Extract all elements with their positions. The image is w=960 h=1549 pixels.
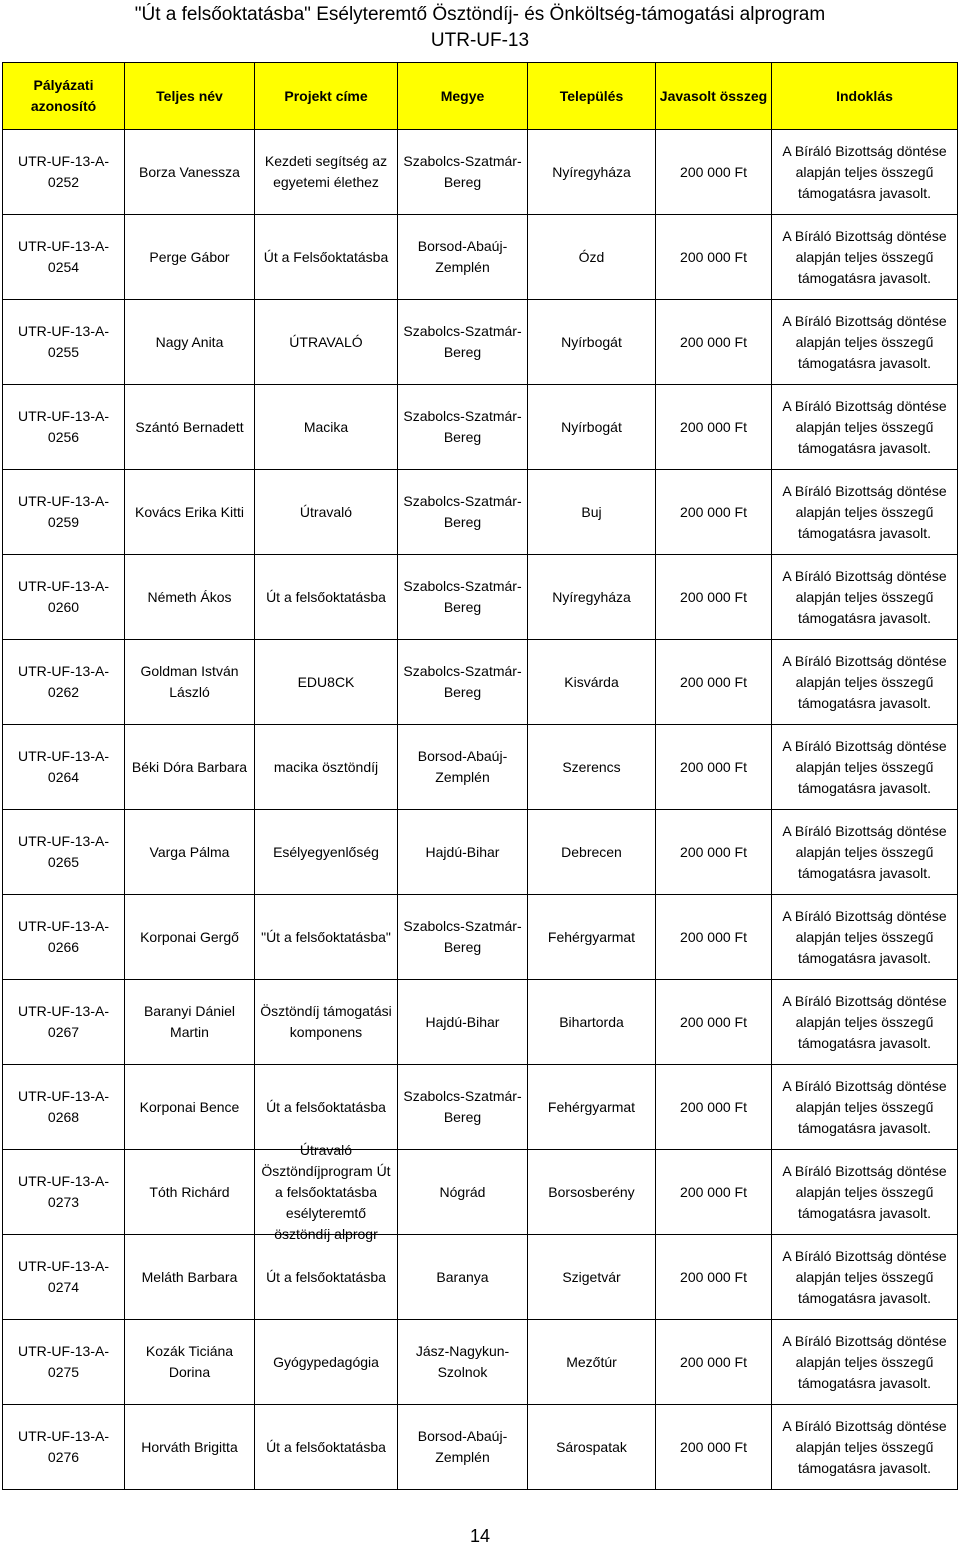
table-row (3, 810, 958, 895)
project-cell-text: Gyógypedagógia (273, 1353, 379, 1370)
county-cell (398, 1235, 528, 1320)
project-cell (255, 385, 398, 470)
name-cell (125, 1320, 255, 1405)
amount-cell (656, 895, 772, 980)
county-cell (398, 470, 528, 555)
amount-cell (656, 215, 772, 300)
county-cell-text: Szabolcs-Szatmár-Bereg (403, 408, 522, 445)
town-cell (528, 1405, 656, 1490)
id-cell-text: UTR-UF-13-A-0255 (18, 323, 109, 360)
county-cell (398, 1320, 528, 1405)
id-cell-text: UTR-UF-13-A-0275 (18, 1343, 109, 1380)
project-cell-text: Út a felsőoktatásba (266, 1268, 386, 1285)
id-cell-text: UTR-UF-13-A-0266 (18, 918, 109, 955)
id-cell-text: UTR-UF-13-A-0254 (18, 238, 109, 275)
county-cell (398, 1405, 528, 1490)
county-cell (398, 810, 528, 895)
name-cell-text: Korponai Bence (139, 1098, 240, 1115)
reason-cell-text: A Bíráló Bizottság döntése alapján teljes összegű támogatásra javasolt. (782, 652, 947, 711)
town-cell (528, 1150, 656, 1235)
amount-cell (656, 810, 772, 895)
town-cell (528, 1235, 656, 1320)
project-cell-text: Kezdeti segítség az egyetemi élethez (264, 153, 388, 190)
county-cell-text: Borsod-Abaúj-Zemplén (417, 1428, 508, 1465)
town-cell (528, 810, 656, 895)
project-cell (255, 1141, 398, 1242)
table-row (3, 1065, 958, 1150)
town-cell (528, 725, 656, 810)
reason-cell (772, 1065, 958, 1150)
town-cell-text: Buj (581, 503, 602, 520)
project-cell-text: Út a Felsőoktatásba (263, 248, 389, 265)
reason-cell-text: A Bíráló Bizottság döntése alapján teljes összegű támogatásra javasolt. (782, 1417, 947, 1476)
header-cell-name: Teljes név (125, 63, 255, 130)
amount-cell-text: 200 000 Ft (680, 333, 747, 350)
table-body (3, 130, 958, 1490)
project-cell (255, 725, 398, 810)
reason-cell (772, 300, 958, 385)
project-cell (255, 130, 398, 215)
page-title-line1: "Út a felsőoktatásba" Esélyteremtő Ösztöndíj- és Önköltség-támogatási alprogram (134, 4, 826, 25)
project-cell (255, 215, 398, 300)
name-cell (125, 1150, 255, 1235)
amount-cell-text: 200 000 Ft (680, 1013, 747, 1030)
reason-cell-text: A Bíráló Bizottság döntése alapján teljes összegű támogatásra javasolt. (782, 1247, 947, 1306)
town-cell-text: Kisvárda (564, 673, 619, 690)
county-cell (398, 555, 528, 640)
table-row (3, 385, 958, 470)
name-cell (125, 895, 255, 980)
project-cell-text: "Út a felsőoktatásba" (261, 928, 391, 945)
project-cell-text: EDU8CK (297, 673, 355, 690)
reason-cell (772, 640, 958, 725)
project-cell-text: Esélyegyenlőség (273, 843, 379, 860)
town-cell-text: Nyíregyháza (552, 588, 631, 605)
project-cell (255, 640, 398, 725)
name-cell-text: Nagy Anita (155, 333, 224, 350)
header-cell-reason: Indoklás (772, 63, 958, 130)
table-row (3, 1150, 958, 1235)
name-cell-text: Meláth Barbara (141, 1268, 238, 1285)
town-cell (528, 300, 656, 385)
county-cell-text: Szabolcs-Szatmár-Bereg (403, 323, 522, 360)
amount-cell-text: 200 000 Ft (680, 758, 747, 775)
county-cell-text: Hajdú-Bihar (425, 1013, 500, 1030)
town-cell-text: Nyírbogát (561, 333, 622, 350)
header-cell-town: Település (528, 63, 656, 130)
amount-cell-text: 200 000 Ft (680, 1268, 747, 1285)
town-cell-text: Nyíregyháza (552, 163, 631, 180)
project-cell (255, 980, 398, 1065)
county-cell-text: Szabolcs-Szatmár-Bereg (403, 578, 522, 615)
county-cell (398, 1150, 528, 1235)
town-cell-text: Szigetvár (562, 1268, 621, 1285)
reason-cell-text: A Bíráló Bizottság döntése alapján teljes összegű támogatásra javasolt. (782, 567, 947, 626)
id-cell (3, 1150, 125, 1235)
name-cell-text: Varga Pálma (149, 843, 230, 860)
table-row (3, 1320, 958, 1405)
id-cell-text: UTR-UF-13-A-0274 (18, 1258, 109, 1295)
project-cell-text: ÚTRAVALÓ (289, 333, 363, 350)
county-cell (398, 215, 528, 300)
project-cell (255, 1320, 398, 1405)
page-title (0, 2, 960, 54)
id-cell (3, 555, 125, 640)
id-cell (3, 725, 125, 810)
id-cell (3, 980, 125, 1065)
amount-cell-text: 200 000 Ft (680, 843, 747, 860)
reason-cell (772, 1405, 958, 1490)
id-cell (3, 895, 125, 980)
town-cell (528, 1065, 656, 1150)
table-row (3, 895, 958, 980)
table-row (3, 130, 958, 215)
county-cell (398, 130, 528, 215)
amount-cell (656, 1150, 772, 1235)
amount-cell-text: 200 000 Ft (680, 163, 747, 180)
name-cell (125, 1065, 255, 1150)
id-cell-text: UTR-UF-13-A-0273 (18, 1173, 109, 1210)
amount-cell-text: 200 000 Ft (680, 1098, 747, 1115)
name-cell-text: Tóth Richárd (149, 1183, 230, 1200)
town-cell (528, 895, 656, 980)
county-cell (398, 1065, 528, 1150)
project-cell-text: Ösztöndíj támogatási komponens (260, 1003, 392, 1040)
town-cell (528, 385, 656, 470)
reason-cell (772, 385, 958, 470)
town-cell (528, 555, 656, 640)
county-cell-text: Borsod-Abaúj-Zemplén (417, 748, 508, 785)
amount-cell-text: 200 000 Ft (680, 1183, 747, 1200)
project-cell (255, 810, 398, 895)
name-cell-text: Borza Vanessza (139, 163, 240, 180)
reason-cell (772, 1320, 958, 1405)
header-cell-county: Megye (398, 63, 528, 130)
reason-cell-text: A Bíráló Bizottság döntése alapján teljes összegű támogatásra javasolt. (782, 1077, 947, 1136)
name-cell-text: Kozák Ticiána Dorina (145, 1343, 234, 1380)
reason-cell (772, 215, 958, 300)
county-cell-text: Borsod-Abaúj-Zemplén (417, 238, 508, 275)
amount-cell (656, 130, 772, 215)
amount-cell (656, 980, 772, 1065)
amount-cell (656, 1320, 772, 1405)
table-row (3, 470, 958, 555)
county-cell (398, 640, 528, 725)
reason-cell (772, 555, 958, 640)
id-cell-text: UTR-UF-13-A-0268 (18, 1088, 109, 1125)
amount-cell-text: 200 000 Ft (680, 673, 747, 690)
amount-cell-text: 200 000 Ft (680, 588, 747, 605)
header-cell-project: Projekt címe (255, 63, 398, 130)
table-header-row (3, 63, 958, 130)
project-cell-text: Útravaló (299, 503, 353, 520)
page-number: 14 (469, 1526, 491, 1546)
amount-cell (656, 1235, 772, 1320)
id-cell (3, 1320, 125, 1405)
county-cell (398, 895, 528, 980)
id-cell-text: UTR-UF-13-A-0276 (18, 1428, 109, 1465)
reason-cell-text: A Bíráló Bizottság döntése alapján teljes összegű támogatásra javasolt. (782, 142, 947, 201)
name-cell-text: Baranyi Dániel Martin (143, 1003, 236, 1040)
county-cell (398, 725, 528, 810)
reason-cell-text: A Bíráló Bizottság döntése alapján teljes összegű támogatásra javasolt. (782, 227, 947, 286)
name-cell (125, 555, 255, 640)
amount-cell-text: 200 000 Ft (680, 1353, 747, 1370)
id-cell (3, 1235, 125, 1320)
table-row (3, 1405, 958, 1490)
project-cell (255, 470, 398, 555)
amount-cell-text: 200 000 Ft (680, 248, 747, 265)
header-cell-amount: Javasolt összeg (656, 63, 772, 130)
header-cell-id: Pályázati azonosító (3, 63, 125, 130)
project-cell-text: Út a felsőoktatásba (266, 1438, 386, 1455)
county-cell-text: Szabolcs-Szatmár-Bereg (403, 153, 522, 190)
project-cell (255, 300, 398, 385)
id-cell-text: UTR-UF-13-A-0259 (18, 493, 109, 530)
project-cell (255, 895, 398, 980)
amount-cell (656, 1405, 772, 1490)
amount-cell (656, 725, 772, 810)
county-cell-text: Szabolcs-Szatmár-Bereg (403, 918, 522, 955)
id-cell-text: UTR-UF-13-A-0256 (18, 408, 109, 445)
town-cell-text: Mezőtúr (566, 1353, 617, 1370)
page-title-line2: UTR-UF-13 (430, 30, 530, 51)
table-row (3, 215, 958, 300)
name-cell (125, 385, 255, 470)
town-cell-text: Debrecen (561, 843, 622, 860)
reason-cell-text: A Bíráló Bizottság döntése alapján teljes összegű támogatásra javasolt. (782, 822, 947, 881)
name-cell-text: Szántó Bernadett (135, 418, 244, 435)
town-cell (528, 1320, 656, 1405)
id-cell (3, 640, 125, 725)
table-row (3, 980, 958, 1065)
id-cell-text: UTR-UF-13-A-0252 (18, 153, 109, 190)
county-cell-text: Baranya (436, 1268, 489, 1285)
town-cell (528, 470, 656, 555)
project-cell (255, 1065, 398, 1150)
id-cell (3, 470, 125, 555)
project-cell (255, 1235, 398, 1320)
town-cell (528, 215, 656, 300)
name-cell (125, 640, 255, 725)
reason-cell-text: A Bíráló Bizottság döntése alapján teljes összegű támogatásra javasolt. (782, 907, 947, 966)
project-cell-text: macika ösztöndíj (273, 758, 379, 775)
name-cell (125, 810, 255, 895)
county-cell-text: Jász-Nagykun-Szolnok (415, 1343, 510, 1380)
id-cell-text: UTR-UF-13-A-0260 (18, 578, 109, 615)
id-cell-text: UTR-UF-13-A-0262 (18, 663, 109, 700)
id-cell (3, 810, 125, 895)
town-cell-text: Fehérgyarmat (547, 1098, 636, 1115)
table-row (3, 300, 958, 385)
name-cell (125, 1405, 255, 1490)
reason-cell-text: A Bíráló Bizottság döntése alapján teljes összegű támogatásra javasolt. (782, 1332, 947, 1391)
project-cell (255, 1405, 398, 1490)
project-cell-text: Útravaló Ösztöndíjprogram Út a felsőoktatásba esélyteremtő ösztöndíj alprogr (261, 1141, 391, 1242)
id-cell (3, 385, 125, 470)
town-cell-text: Ózd (578, 248, 605, 265)
county-cell (398, 300, 528, 385)
name-cell-text: Goldman István László (140, 663, 239, 700)
town-cell-text: Szerencs (562, 758, 621, 775)
reason-cell (772, 725, 958, 810)
table-row (3, 640, 958, 725)
reason-cell-text: A Bíráló Bizottság döntése alapján teljes összegű támogatásra javasolt. (782, 312, 947, 371)
name-cell (125, 215, 255, 300)
county-cell-text: Szabolcs-Szatmár-Bereg (403, 1088, 522, 1125)
county-cell (398, 385, 528, 470)
project-cell-text: Út a felsőoktatásba (266, 1098, 386, 1115)
name-cell (125, 470, 255, 555)
amount-cell-text: 200 000 Ft (680, 503, 747, 520)
project-cell-text: Út a felsőoktatásba (266, 588, 386, 605)
reason-cell-text: A Bíráló Bizottság döntése alapján teljes összegű támogatásra javasolt. (782, 1162, 947, 1221)
amount-cell (656, 555, 772, 640)
amount-cell (656, 385, 772, 470)
town-cell-text: Sárospatak (556, 1438, 627, 1455)
table-row (3, 555, 958, 640)
county-cell-text: Szabolcs-Szatmár-Bereg (403, 663, 522, 700)
name-cell (125, 300, 255, 385)
name-cell-text: Béki Dóra Barbara (131, 758, 248, 775)
town-cell-text: Bihartorda (559, 1013, 624, 1030)
county-cell-text: Szabolcs-Szatmár-Bereg (403, 493, 522, 530)
id-cell (3, 300, 125, 385)
name-cell-text: Perge Gábor (149, 248, 230, 265)
reason-cell (772, 470, 958, 555)
amount-cell (656, 300, 772, 385)
id-cell (3, 1405, 125, 1490)
town-cell-text: Nyírbogát (561, 418, 622, 435)
name-cell (125, 130, 255, 215)
project-cell (255, 555, 398, 640)
project-cell-text: Macika (303, 418, 349, 435)
id-cell-text: UTR-UF-13-A-0267 (18, 1003, 109, 1040)
reason-cell-text: A Bíráló Bizottság döntése alapján teljes összegű támogatásra javasolt. (782, 482, 947, 541)
name-cell (125, 725, 255, 810)
town-cell-text: Borsosberény (548, 1183, 635, 1200)
name-cell (125, 1235, 255, 1320)
reason-cell-text: A Bíráló Bizottság döntése alapján teljes összegű támogatásra javasolt. (782, 397, 947, 456)
amount-cell (656, 640, 772, 725)
town-cell (528, 130, 656, 215)
reason-cell-text: A Bíráló Bizottság döntése alapján teljes összegű támogatásra javasolt. (782, 737, 947, 796)
reason-cell (772, 1150, 958, 1235)
amount-cell-text: 200 000 Ft (680, 928, 747, 945)
amount-cell (656, 1065, 772, 1150)
county-cell-text: Nógrád (439, 1183, 486, 1200)
table-row (3, 725, 958, 810)
id-cell (3, 130, 125, 215)
reason-cell (772, 895, 958, 980)
name-cell-text: Németh Ákos (147, 588, 232, 605)
county-cell-text: Hajdú-Bihar (425, 843, 500, 860)
table-row (3, 1235, 958, 1320)
reason-cell (772, 980, 958, 1065)
town-cell-text: Fehérgyarmat (547, 928, 636, 945)
county-cell (398, 980, 528, 1065)
id-cell-text: UTR-UF-13-A-0264 (18, 748, 109, 785)
amount-cell-text: 200 000 Ft (680, 1438, 747, 1455)
id-cell-text: UTR-UF-13-A-0265 (18, 833, 109, 870)
amount-cell (656, 470, 772, 555)
name-cell-text: Kovács Erika Kitti (135, 503, 244, 520)
name-cell-text: Horváth Brigitta (141, 1438, 238, 1455)
town-cell (528, 980, 656, 1065)
reason-cell (772, 130, 958, 215)
reason-cell (772, 810, 958, 895)
reason-cell (772, 1235, 958, 1320)
name-cell (125, 980, 255, 1065)
amount-cell-text: 200 000 Ft (680, 418, 747, 435)
grant-table (2, 62, 958, 1490)
reason-cell-text: A Bíráló Bizottság döntése alapján teljes összegű támogatásra javasolt. (782, 992, 947, 1051)
id-cell (3, 215, 125, 300)
town-cell (528, 640, 656, 725)
id-cell (3, 1065, 125, 1150)
name-cell-text: Korponai Gergő (140, 928, 239, 945)
